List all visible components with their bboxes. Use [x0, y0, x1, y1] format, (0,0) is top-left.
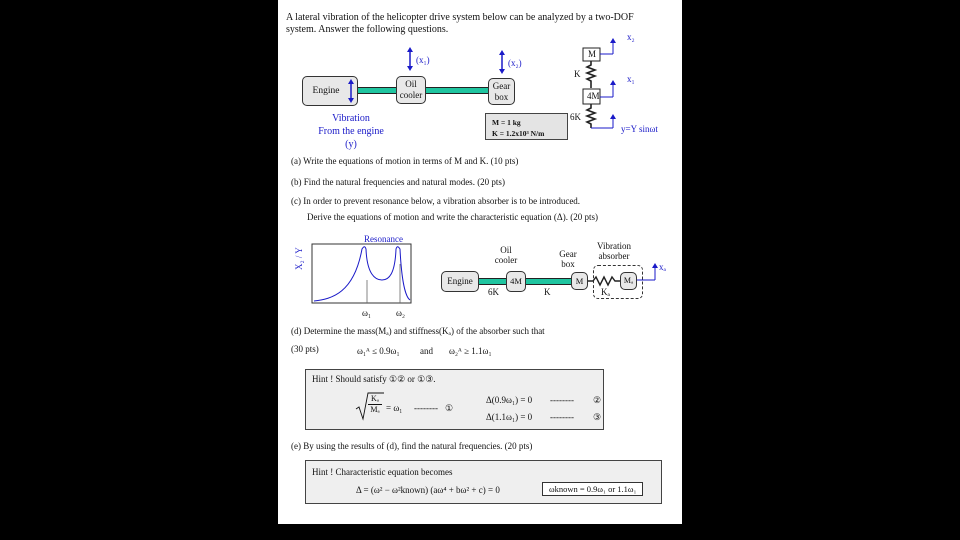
spring-6K — [587, 104, 595, 128]
hint1-dash1: -------- — [414, 403, 438, 413]
hint1-dash3: -------- — [550, 412, 574, 422]
condition-and: and — [420, 346, 433, 356]
omega1-tick: ω₁ — [362, 308, 372, 318]
x1-label: (x₁) — [416, 55, 430, 65]
hint1-eq3: Δ(1.1ω₁) = 0 — [486, 412, 533, 422]
drive-shaft-2 — [474, 278, 584, 285]
question-b: (b) Find the natural frequencies and natural modes. (20 pts) — [291, 177, 505, 187]
question-a: (a) Write the equations of motion in terms of M and K. (10 pts) — [291, 156, 519, 166]
mass-M-label-2: M — [575, 276, 584, 286]
intro-line-2: system. Answer the following questions. — [286, 24, 449, 35]
document-page — [278, 0, 682, 524]
base-input-label: y=Y sinωt — [621, 124, 658, 134]
model-x1-label: x₁ — [627, 74, 635, 84]
vibration-line-1: Vibration — [332, 113, 370, 124]
intro-line-1: A lateral vibration of the helicopter drive system below can be analyzed by a two-DOF — [286, 12, 634, 23]
engine-box-2 — [441, 271, 479, 292]
hint1-marker3: ③ — [593, 412, 602, 422]
mass-M-box — [571, 272, 588, 290]
question-d-line-1: (d) Determine the mass(Mₐ) and stiffness(Kₐ) of the absorber such that — [291, 326, 545, 336]
parameter-box — [485, 113, 568, 140]
plot-ylabel: X₂ / Y — [294, 247, 304, 270]
spring-K-label: K — [574, 69, 581, 79]
spec-stiffness: K = 1.2x10³ N/m — [492, 129, 545, 138]
hint-box-2 — [305, 460, 662, 504]
oil-cooler-label-2 — [493, 245, 519, 265]
x1-arrow-icon — [405, 47, 415, 71]
mass-4M-label: 4M — [587, 91, 600, 101]
question-d-points: (30 pts) — [291, 344, 319, 354]
condition-1: ω₁ᴬ ≤ 0.9ω₁ — [357, 346, 400, 356]
oil-cooler-line-2: cooler — [494, 255, 518, 265]
gear-box-box — [488, 78, 515, 105]
hint1-title: Hint ! Should satisfy ①② or ①③. — [312, 374, 436, 384]
absorber-mass-label: Mₐ — [623, 276, 634, 285]
spec-mass: M = 1 kg — [492, 118, 521, 127]
characteristic-equation: Δ = (ω² − ω²known) (aω⁴ + bω² + c) = 0 — [356, 485, 500, 495]
hint-box-1 — [305, 369, 604, 430]
mass-4M-label-2: 4M — [510, 276, 522, 286]
question-c-line-2: Derive the equations of motion and write the characteristic equation (Δ). (20 pts) — [307, 212, 598, 222]
oil-cooler-line-1: Oil — [500, 245, 512, 255]
k-label-2: K — [544, 287, 551, 297]
sqrt-numerator: Kₐ — [368, 394, 382, 405]
vibration-line-3: (y) — [345, 139, 357, 150]
spring-6K-label: 6K — [570, 112, 581, 122]
model-x2-label: x₂ — [627, 32, 635, 42]
xa-label: xₐ — [659, 262, 666, 272]
known-frequency-box: ωknown = 0.9ω₁ or 1.1ω₁ — [542, 482, 643, 496]
mass-M-label: M — [588, 49, 597, 59]
hint1-eq1: = ω₁ — [386, 403, 403, 413]
vibration-line-2: From the engine — [318, 126, 384, 137]
absorber-label — [590, 241, 638, 261]
x2-arrow-icon — [497, 50, 507, 74]
absorber-line-2: absorber — [598, 251, 630, 261]
resonance-plot — [312, 244, 432, 306]
sqrt-denominator: Mₐ — [370, 405, 380, 414]
k6-label-2: 6K — [488, 287, 499, 297]
hint2-title: Hint ! Characteristic equation becomes — [312, 467, 453, 477]
engine-vibration-arrow — [346, 79, 356, 103]
intro-text — [286, 12, 634, 36]
engine-label: Engine — [312, 86, 340, 96]
absorber-line-1: Vibration — [597, 241, 631, 251]
oil-cooler-label-2: cooler — [399, 90, 423, 100]
absorber-spring — [588, 276, 623, 286]
question-e: (e) By using the results of (d), find the natural frequencies. (20 pts) — [291, 441, 533, 451]
oil-cooler-box — [396, 76, 426, 104]
gear-box-label-2: box — [494, 92, 509, 102]
hint1-eq2: Δ(0.9ω₁) = 0 — [486, 395, 533, 405]
gear-box-line-2: box — [561, 259, 575, 269]
absorber-mass-box — [620, 272, 637, 290]
lumped-model-diagram — [568, 36, 678, 136]
gear-box-label-1: Gear — [492, 81, 511, 91]
condition-2: ω₂ᴬ ≥ 1.1ω₁ — [449, 346, 492, 356]
oil-cooler-label-1: Oil — [405, 79, 417, 89]
hint1-dash2: -------- — [550, 395, 574, 405]
engine-label-2: Engine — [447, 276, 473, 286]
gear-box-label-2 — [556, 249, 580, 269]
question-c-line-1: (c) In order to prevent resonance below, a vibration absorber is to be introduced. — [291, 196, 581, 206]
x2-label: (x₂) — [508, 58, 522, 68]
sqrt-fraction — [368, 394, 382, 415]
hint1-marker2: ② — [593, 395, 602, 405]
vibration-source-label — [316, 112, 386, 151]
ka-label: Kₐ — [601, 287, 610, 297]
gear-box-line-1: Gear — [559, 249, 577, 259]
mass-4M-box — [506, 271, 526, 292]
hint1-marker1: ① — [445, 403, 454, 413]
spring-K — [587, 61, 595, 88]
resonance-title: Resonance — [364, 234, 403, 244]
omega2-tick: ω₂ — [396, 308, 406, 318]
